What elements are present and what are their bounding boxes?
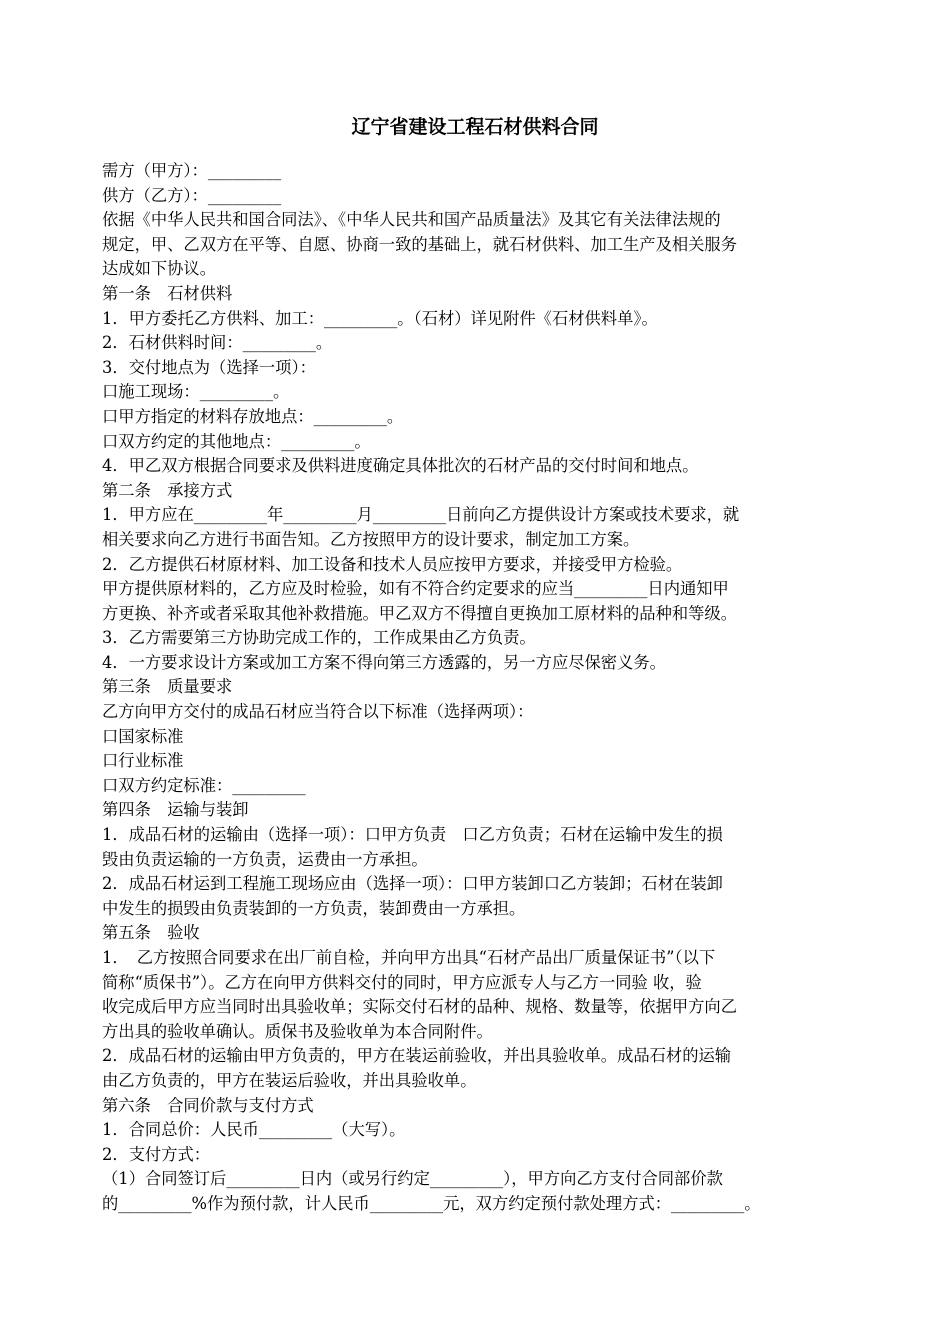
- contract-line: 口双方约定标准：_________: [102, 775, 306, 795]
- contract-line: 规定，甲、乙双方在平等、自愿、协商一致的基础上，就石材供料、加工生产及相关服务: [102, 234, 737, 254]
- contract-line: 口行业标准: [102, 751, 184, 771]
- contract-line: 第三条 质量要求: [102, 677, 233, 697]
- contract-line: 3．乙方需要第三方协助完成工作的，工作成果由乙方负责。: [102, 628, 536, 648]
- contract-line: 2．支付方式：: [102, 1144, 211, 1164]
- contract-line: 的_________%作为预付款，计人民币_________元，双方约定预付款处理方式：_________。: [102, 1193, 761, 1213]
- contract-line: 1．甲方委托乙方供料、加工：_________。（石材）详见附件《石材供料单》。: [102, 308, 658, 328]
- contract-line: 第四条 运输与装卸: [102, 800, 249, 820]
- contract-line: 方出具的验收单确认。质保书及验收单为本合同附件。: [102, 1021, 493, 1041]
- document-title: 辽宁省建设工程石材供料合同: [351, 116, 599, 138]
- contract-line: 由乙方负责的，甲方在装运后验收，并出具验收单。: [102, 1070, 477, 1090]
- contract-line: 口国家标准: [102, 726, 184, 746]
- contract-line: 简称“质保书”）。乙方在向甲方供料交付的同时，甲方应派专人与乙方一同验 收，验: [102, 972, 702, 992]
- contract-line: 2．石材供料时间：_________。: [102, 333, 333, 353]
- contract-body: [102, 159, 862, 1217]
- contract-line: 2．成品石材运到工程施工现场应由（选择一项）：口甲方装卸口乙方装卸；石材在装卸: [102, 874, 723, 894]
- contract-line: 乙方向甲方交付的成品石材应当符合以下标准（选择两项）：: [102, 702, 534, 722]
- contract-line: 第二条 承接方式: [102, 480, 233, 500]
- contract-line: 口施工现场：_________。: [102, 382, 290, 402]
- contract-line: 收完成后甲方应当同时出具验收单；实际交付石材的品种、规格、数量等，依据甲方向乙: [102, 997, 737, 1017]
- contract-line: 4．一方要求设计方案或加工方案不得向第三方透露的，另一方应尽保密义务。: [102, 652, 666, 672]
- contract-line: 4．甲乙双方根据合同要求及供料进度确定具体批次的石材产品的交付时间和地点。: [102, 456, 699, 476]
- contract-line: 第一条 石材供料: [102, 283, 233, 303]
- contract-line: 需方（甲方）：_________: [102, 161, 282, 180]
- contract-line: 方更换、补齐或者采取其他补救措施。甲乙双方不得擅自更换加工原材料的品种和等级。: [102, 603, 737, 623]
- contract-line: 毁由负责运输的一方负责，运费由一方承担。: [102, 849, 428, 869]
- contract-line: 相关要求向乙方进行书面告知。乙方按照甲方的设计要求，制定加工方案。: [102, 529, 640, 549]
- contract-line: 第六条 合同价款与支付方式: [102, 1095, 314, 1115]
- contract-line: 1．成品石材的运输由（选择一项）：口甲方负责 口乙方负责；石材在运输中发生的损: [102, 825, 723, 845]
- contract-line: 1．甲方应在_________年_________月_________日前向乙方提供设计方案或技术要求，就: [102, 505, 740, 525]
- contract-line: 第五条 验收: [102, 923, 200, 943]
- contract-line: 1． 乙方按照合同要求在出厂前自检，并向甲方出具“石材产品出厂质量保证书”（以下: [102, 948, 716, 967]
- contract-line: 供方（乙方）：_________: [102, 185, 282, 205]
- contract-line: 2．成品石材的运输由甲方负责的，甲方在装运前验收，并出具验收单。成品石材的运输: [102, 1046, 732, 1066]
- contract-line: 口双方约定的其他地点：_________。: [102, 431, 371, 451]
- contract-line: 达成如下协议。: [102, 259, 216, 279]
- contract-line: 中发生的损毁由负责装卸的一方负责，装卸费由一方承担。: [102, 898, 526, 918]
- contract-line: 1．合同总价：人民币_________（大写）。: [102, 1120, 406, 1140]
- contract-line: 3．交付地点为（选择一项）：: [102, 357, 316, 377]
- contract-line: （1）合同签订后_________日内（或另行约定_________），甲方向乙方支付合同部价款: [102, 1169, 723, 1189]
- contract-line: 依据《中华人民共和国合同法》、《中华人民共和国产品质量法》及其它有关法律法规的: [102, 210, 721, 230]
- contract-line: 2．乙方提供石材原材料、加工设备和技术人员应按甲方要求，并接受甲方检验。: [102, 554, 683, 574]
- contract-line: 口甲方指定的材料存放地点：_________。: [102, 406, 404, 426]
- contract-line: 甲方提供原材料的，乙方应及时检验，如有不符合约定要求的应当_________日内通知甲: [102, 579, 729, 599]
